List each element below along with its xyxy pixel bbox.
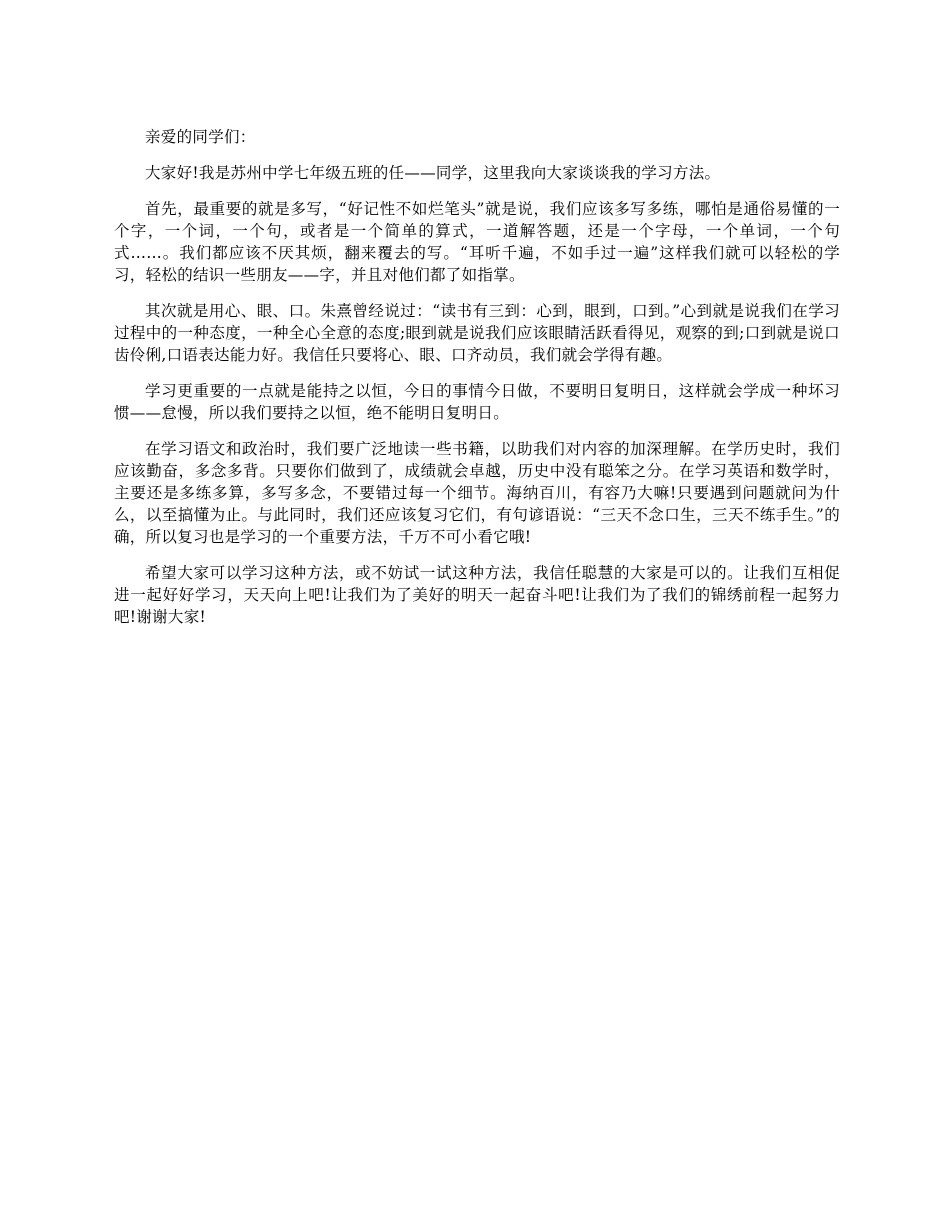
paragraph-closing: 希望大家可以学习这种方法，或不妨试一试这种方法，我信任聪慧的大家是可以的。让我们互相促进一起好好学习，天天向上吧!让我们为了美好的明天一起奋斗吧!让我们为了我们的锦绣前程一起努力吧!谢谢大家! [114,564,840,626]
paragraph-heart-eye-mouth: 其次就是用心、眼、口。朱熹曾经说过：“读书有三到：心到，眼到，口到。”心到就是说我们在学习过程中的一种态度，一种全心全意的态度;眼到就是说我们应该眼睛活跃看得见，观察的到;口到就是说口齿伶俐,口语表达能力好。我信任只要将心、眼、口齐动员，我们就会学得有趣。 [114,302,840,364]
paragraph-subjects: 在学习语文和政治时，我们要广泛地读一些书籍，以助我们对内容的加深理解。在学历史时，我们应该勤奋，多念多背。只要你们做到了，成绩就会卓越，历史中没有聪笨之分。在学习英语和数学时，主要还是多练多算，多写多念，不要错过每一个细节。海纳百川，有容乃大嘛!只要遇到问题就问为什么，以至搞懂为止。与此同时，我们还应该复习它们，有句谚语说：“三天不念口生，三天不练手生。”的确，所以复习也是学习的一个重要方法，千万不可小看它哦! [114,440,840,546]
paragraph-persistence: 学习更重要的一点就是能持之以恒，今日的事情今日做，不要明日复明日，这样就会学成一种坏习惯——怠慢，所以我们要持之以恒，绝不能明日复明日。 [114,382,840,422]
paragraph-writing: 首先，最重要的就是多写，“好记性不如烂笔头”就是说，我们应该多写多练，哪怕是通俗易懂的一个字，一个词，一个句，或者是一个简单的算式，一道解答题，还是一个字母，一个单词，一个句式……。我们都应该不厌其烦，翻来覆去的写。“耳听千遍，不如手过一遍”这样我们就可以轻松的学习，轻松的结识一些朋友——字，并且对他们都了如指掌。 [114,200,840,284]
document-body [114,126,840,642]
greeting: 亲爱的同学们： [145,128,256,146]
paragraph-intro: 大家好!我是苏州中学七年级五班的任——同学，这里我向大家谈谈我的学习方法。 [145,164,721,182]
